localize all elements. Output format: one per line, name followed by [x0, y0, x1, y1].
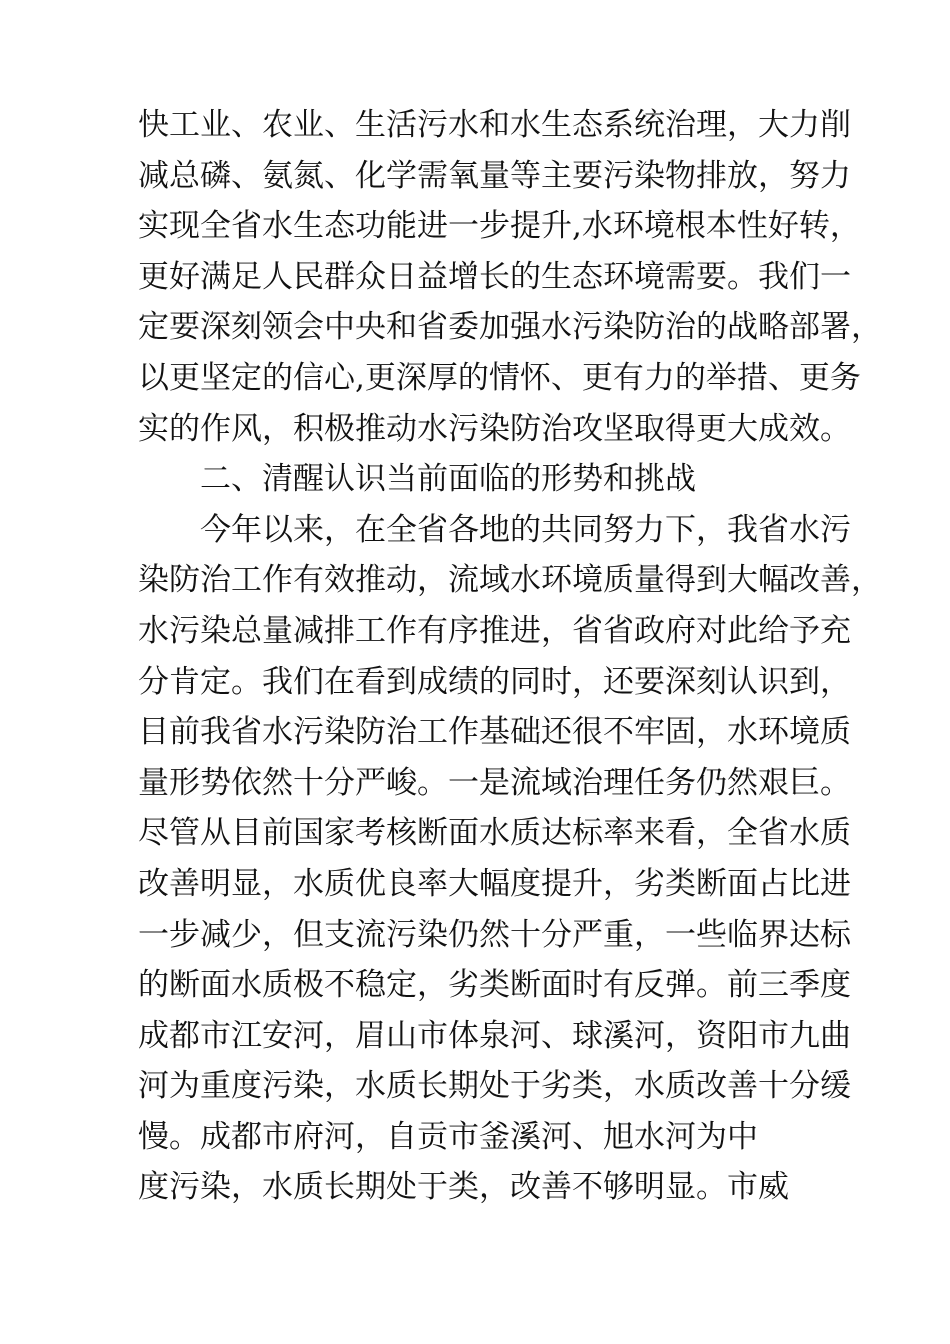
text-line: 定要深刻领会中央和省委加强水污染防治的战略部署， — [138, 309, 882, 346]
text-line: 目前我省水污染防治工作基础还很不牢固，水环境质 — [138, 714, 851, 751]
section-heading: 二、清醒认识当前面临的形势和挑战 — [200, 461, 696, 498]
text-line: 染防治工作有效推动，流域水环境质量得到大幅改善， — [138, 562, 882, 599]
document-body — [138, 100, 882, 1213]
text-line: 一步减少，但支流污染仍然十分严重，一些临界达标 — [138, 916, 851, 953]
text-line: 改善明显，水质优良率大幅度提升，劣类断面占比进 — [138, 865, 851, 902]
text-line: 减总磷、氨氮、化学需氧量等主要污染物排放，努力 — [138, 157, 851, 194]
text-line: 快工业、农业、生活污水和水生态系统治理，大力削 — [138, 107, 851, 143]
text-line: 成都市江安河，眉山市体泉河、球溪河，资阳市九曲 — [138, 1017, 851, 1054]
text-line: 今年以来，在全省各地的共同努力下，我省水污 — [200, 511, 851, 548]
paragraph-2 — [138, 505, 882, 1213]
text-line: 度污染，水质长期处于类，改善不够明显。市威 — [138, 1169, 789, 1206]
text-line: 分肯定。我们在看到成绩的同时，还要深刻认识到， — [138, 663, 851, 700]
text-line: 实的作风，积极推动水污染防治攻坚取得更大成效。 — [138, 410, 851, 447]
text-line: 河为重度污染，水质长期处于劣类，水质改善十分缓 — [138, 1068, 851, 1105]
text-line: 的断面水质极不稳定，劣类断面时有反弹。前三季度 — [138, 967, 851, 1004]
text-line: 以更坚定的信心,更深厚的情怀、更有力的举措、更务 — [138, 359, 861, 396]
text-line: 慢。成都市府河，自贡市釜溪河、旭水河为中 — [138, 1118, 758, 1155]
text-line: 水污染总量减排工作有序推进，省省政府对此给予充 — [138, 612, 851, 649]
text-line: 尽管从目前国家考核断面水质达标率来看，全省水质 — [138, 815, 851, 852]
text-line: 更好满足人民群众日益增长的生态环境需要。我们一 — [138, 258, 851, 295]
text-line: 量形势依然十分严峻。一是流域治理任务仍然艰巨。 — [138, 764, 851, 801]
paragraph-1 — [138, 100, 882, 454]
text-line: 实现全省水生态功能进一步提升,水环境根本性好转， — [138, 208, 861, 245]
